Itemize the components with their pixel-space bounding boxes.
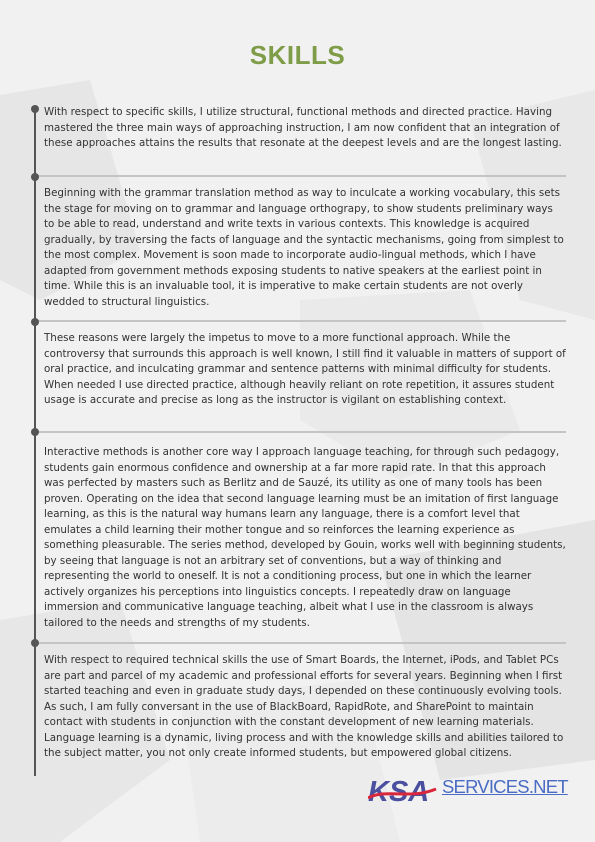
ksa-logo-mark: [368, 774, 438, 808]
paragraph-grammar-translation: Beginning with the grammar translation method as way to inculcate a working vocabulary, this sets the stage for moving on to grammar and language orthograpy, to show students preliminary ways to be able to read, understand and write texts in various contexts. This knowledge is acquired gradually, by traversing the facts of language and the syntactic mechanisms, going from simplest to the most complex. Movement is soon made to incorporate audio-lingual methods, which I have adapted from government methods exposing students to native speakers at the earliest point in time. While this is an invaluable tool, it is imperative to make certain students are not overly wedded to structural linguistics.: [44, 187, 564, 308]
paragraph-interactive-methods: Interactive methods is another core way I approach language teaching, for through such pedagogy, students gain enormous confidence and ownership at a far more rapid rate. In that this approach was perfected by masters such as Berlitz and de Sauzé, its utility as one of many tools has been proven. Operating on the idea that second language learning must be an imitation of first language learning, as this is the natural way humans learn any language, there is a comfort level that emulates a child learning their mother tongue and so reinforces the learning experience as something pleasurable. The series method, developed by Gouin, works well with beginning students, by seeing that language is not an arbitrary set of conventions, but a way of thinking and representing the world to oneself. It is not a conditioning process, but one in which the learner actively organizes his perceptions into linguistics concepts. I repeatedly draw on language immersion and communicative language teaching, albeit what I use in the classroom is always tailored to the needs and strengths of my students.: [44, 446, 566, 629]
timeline-dot: [31, 639, 39, 647]
timeline-dot: [31, 173, 39, 181]
section-divider: [36, 431, 566, 433]
paragraph-functional-approach: These reasons were largely the impetus to move to a more functional approach. While the controversy that surrounds this approach is well known, I still find it valuable in matters of support of oral practice, and inculcating grammar and sentence patterns with minimal difficulty for students. When needed I use directed practice, although heavily reliant on rote repetition, it assures student usage is accurate and precise as long as the instructor is vigilant on establishing context.: [44, 332, 566, 406]
ksa-services-logo[interactable]: [368, 774, 568, 808]
paragraph-technical-skills: With respect to required technical skills the use of Smart Boards, the Internet, iPods, and Tablet PCs are part and parcel of my academic and professional efforts for several years. Beginning when I first started teaching and even in graduate study days, I depended on these continuously evolving tools. As such, I am fully conversant in the use of BlackBoard, RapidRote, and SharePoint to maintain contact with students in conjunction with the constant development of new learning materials. Language learning is a dynamic, living process and with the knowledge skills and abilities tailored to the subject matter, you not only create informed students, but empowered global citizens.: [44, 654, 564, 759]
timeline-dot: [31, 428, 39, 436]
section-divider: [36, 175, 566, 177]
page-title: SKILLS: [249, 40, 346, 70]
timeline-dot: [31, 105, 39, 113]
paragraph-structural-methods: With respect to specific skills, I utilize structural, functional methods and directed practice. Having mastered the three main ways of approaching instruction, I am now confident that an integration of these approaches attains the results that resonate at the deepest levels and are the longest lasting.: [44, 106, 562, 149]
ksa-logo-text: KSA: [368, 776, 430, 808]
section-divider: [36, 642, 566, 644]
services-net-text: SERVICES.NET: [442, 776, 568, 797]
timeline-line: [34, 108, 36, 776]
section-divider: [36, 320, 566, 322]
timeline-dot: [31, 318, 39, 326]
